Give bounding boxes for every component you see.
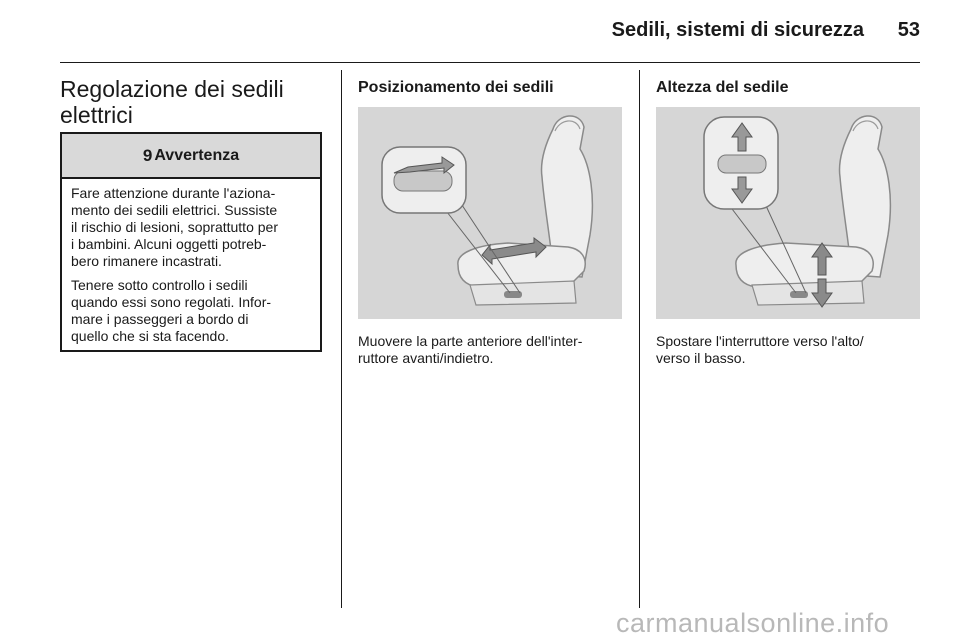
header-rule bbox=[60, 62, 920, 63]
seat-base bbox=[752, 281, 864, 305]
text-line: i bambini. Alcuni oggetti potreb- bbox=[71, 236, 267, 252]
seat-position-illustration bbox=[358, 107, 622, 319]
caption-line: Muovere la parte anteriore dell'inter- bbox=[358, 333, 583, 349]
text-line: bero rimanere incastrati. bbox=[71, 253, 222, 269]
text-line: il rischio di lesioni, soprattutto per bbox=[71, 219, 278, 235]
page-header-title: Sedili, sistemi di sicurezza bbox=[611, 19, 864, 41]
caption-line: verso il basso. bbox=[656, 350, 746, 366]
watermark: carmanualsonline.info bbox=[616, 608, 890, 638]
page-number: 53 bbox=[897, 19, 920, 41]
caption-line: ruttore avanti/indietro. bbox=[358, 350, 494, 366]
warning-symbol-icon: 9 bbox=[142, 145, 153, 165]
warning-header bbox=[62, 134, 320, 179]
section-title-line-2: elettrici bbox=[60, 102, 133, 128]
caption-line: Spostare l'interruttore verso l'alto/ bbox=[656, 333, 864, 349]
seat-cushion bbox=[736, 243, 873, 287]
seat-base bbox=[470, 281, 576, 305]
column-divider-left bbox=[341, 70, 342, 608]
text-line: Fare attenzione durante l'aziona- bbox=[71, 185, 276, 201]
seat-position-title: Posizionamento dei sedili bbox=[358, 79, 554, 96]
text-line: mare i passeggeri a bordo di bbox=[71, 311, 249, 327]
seat-position-caption bbox=[358, 333, 626, 367]
warning-paragraph-2 bbox=[71, 277, 312, 345]
warning-box bbox=[60, 132, 322, 352]
column-divider-right bbox=[639, 70, 640, 608]
text-line: quando essi sono regolati. Infor- bbox=[71, 294, 272, 310]
seat-height-title: Altezza del sedile bbox=[656, 79, 789, 96]
text-line: quello che si sta facendo. bbox=[71, 328, 229, 344]
seat-height-caption bbox=[656, 333, 924, 367]
text-line: mento dei sedili elettrici. Sussiste bbox=[71, 202, 278, 218]
section-title bbox=[60, 76, 330, 128]
warning-paragraph-1 bbox=[71, 185, 312, 270]
seat-height-illustration bbox=[656, 107, 920, 319]
section-title-line-1: Regolazione dei sedili bbox=[60, 76, 284, 102]
text-line: Tenere sotto controllo i sedili bbox=[71, 277, 248, 293]
warning-title: Avvertenza bbox=[154, 146, 240, 164]
warning-body bbox=[62, 179, 320, 345]
